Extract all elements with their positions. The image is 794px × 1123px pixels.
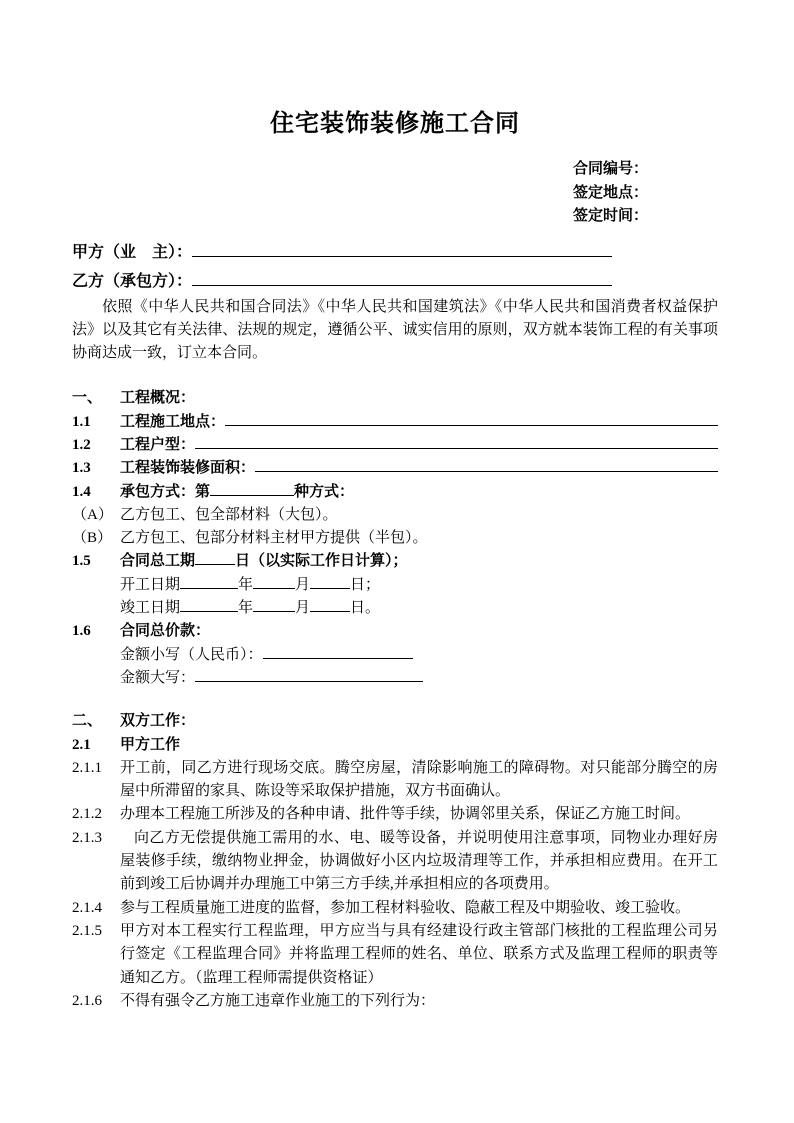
parties-block	[72, 238, 718, 296]
start-date-row	[72, 574, 718, 597]
item-1-2-number: 1.2	[72, 436, 91, 453]
clause-2-1-6	[72, 990, 718, 1013]
item-1-3-blank-line	[255, 458, 718, 472]
end-date-year-blank	[180, 598, 238, 612]
start-date-year-blank	[180, 575, 238, 589]
option-a-text: 乙方包工、包全部材料（大包）。	[120, 506, 338, 523]
clause-2-1-1-text: 开工前，同乙方进行现场交底。腾空房屋，清除影响施工的障碍物。对只能部分腾空的房屋中所滞留的家具、陈设等采取保护措施，双方书面确认。	[120, 759, 718, 800]
party-b-blank-line	[192, 272, 612, 286]
contract-no-label: 合同编号：	[573, 161, 649, 177]
end-date-day-blank	[310, 598, 350, 612]
clause-2-1-3	[72, 827, 718, 897]
item-1-2-label: 工程户型：	[120, 436, 196, 453]
amount-lower-blank-line	[263, 645, 413, 659]
start-date-day-label: 日；	[350, 576, 381, 593]
start-date-year-label: 年	[238, 576, 254, 593]
end-date-day-label: 日。	[350, 600, 381, 617]
sign-time-label: 签定时间：	[573, 208, 649, 224]
clause-2-1-5-number: 2.1.5	[72, 922, 102, 939]
party-a-row	[72, 238, 718, 267]
subsection-2-1-title: 甲方工作	[120, 736, 181, 753]
end-date-row	[72, 597, 718, 620]
section1-title: 工程概况：	[120, 390, 196, 407]
option-a-marker: （A）	[72, 506, 113, 523]
subsection-2-1-row	[72, 734, 718, 757]
section2-number: 二、	[72, 713, 103, 730]
item-1-2-row	[72, 434, 718, 457]
item-1-2-blank-line	[195, 435, 718, 449]
amount-upper-label: 金额大写：	[120, 669, 196, 686]
item-1-6-row	[72, 620, 718, 643]
clause-2-1-6-number: 2.1.6	[72, 992, 102, 1009]
item-1-3-row	[72, 457, 718, 480]
clause-2-1-1	[72, 757, 718, 804]
option-b-text: 乙方包工、包部分材料主材甲方提供（半包）。	[120, 530, 428, 547]
document-title: 住宅装饰装修施工合同	[270, 111, 520, 137]
amount-upper-blank-line	[195, 668, 423, 682]
item-1-1-row	[72, 411, 718, 434]
clause-2-1-5	[72, 920, 718, 990]
item-1-5-label-post: 日（以实际工作日计算）；	[235, 553, 408, 570]
contract-meta-block	[573, 158, 718, 229]
clause-2-1-4-number: 2.1.4	[72, 899, 102, 916]
clause-2-1-4-text: 参与工程质量施工进度的监督，参加工程材料验收、隐蔽工程及中期验收、竣工验收。	[120, 899, 691, 916]
option-b-row	[72, 527, 718, 550]
option-a-row	[72, 504, 718, 527]
sign-place-label: 签定地点：	[573, 184, 649, 201]
party-a-blank-line	[192, 243, 612, 257]
item-1-5-row	[72, 550, 718, 573]
item-1-6-number: 1.6	[72, 623, 91, 640]
start-date-month-label: 月	[295, 576, 311, 593]
subsection-2-1-number: 2.1	[72, 736, 91, 753]
party-a-label: 甲方（业 主）：	[72, 243, 193, 261]
party-b-label: 乙方（承包方）：	[72, 272, 193, 290]
item-1-3-label: 工程装饰装修面积：	[120, 460, 256, 477]
start-date-month-blank	[253, 575, 295, 589]
item-1-1-label: 工程施工地点：	[120, 413, 226, 430]
clause-2-1-3-number: 2.1.3	[72, 829, 102, 846]
item-1-4-blank-line	[210, 482, 294, 496]
item-1-4-label-pre: 承包方式：第	[120, 483, 211, 500]
section2-heading	[72, 710, 718, 733]
amount-lower-row	[72, 644, 718, 667]
clause-2-1-1-number: 2.1.1	[72, 759, 102, 776]
option-b-marker: （B）	[72, 530, 113, 547]
item-1-4-label-post: 种方式：	[294, 483, 355, 500]
item-1-3-number: 1.3	[72, 460, 91, 477]
item-1-5-number: 1.5	[72, 553, 91, 570]
item-1-5-label-pre: 合同总工期	[120, 553, 196, 570]
clause-2-1-2-text: 办理本工程施工所涉及的各种申请、批件等手续，协调邻里关系，保证乙方施工时间。	[120, 806, 691, 823]
item-1-4-row	[72, 481, 718, 504]
end-date-month-label: 月	[295, 600, 311, 617]
amount-upper-row	[72, 667, 718, 690]
clause-2-1-4	[72, 897, 718, 920]
amount-lower-label: 金额小写（人民币）：	[120, 646, 263, 663]
clause-2-1-2	[72, 803, 718, 826]
item-1-4-number: 1.4	[72, 483, 91, 500]
start-date-label: 开工日期	[120, 576, 181, 593]
intro-paragraph: 依照《中华人民共和国合同法》《中华人民共和国建筑法》《中华人民共和国消费者权益保护法》以及其它有关法律、法规的规定，遵循公平、诚实信用的原则，双方就本装饰工程的有关事项协商达成一致，订立本合同。	[72, 298, 718, 362]
clause-2-1-5-text: 甲方对本工程实行工程监理，甲方应当与具有经建设行政主管部门核批的工程监理公司另行签定《工程监理合同》并将监理工程师的姓名、单位、联系方式及监理工程师的职责等通知乙方。（监理工程师需提供资格证）	[120, 922, 718, 986]
item-1-6-label: 合同总价款：	[120, 623, 211, 640]
end-date-year-label: 年	[238, 600, 254, 617]
item-1-1-blank-line	[225, 412, 718, 426]
end-date-label: 竣工日期	[120, 600, 181, 617]
party-b-row	[72, 267, 718, 296]
end-date-month-blank	[253, 598, 295, 612]
clause-2-1-3-text: 向乙方无偿提供施工需用的水、电、暖等设备，并说明使用注意事项，同物业办理好房屋装修手续，缴纳物业押金，协调做好小区内垃圾清理等工作，并承担相应费用。在开工前到竣工后协调并办理施工中第三方手续,并承担相应的各项费用。	[120, 829, 718, 893]
clause-2-1-6-text: 不得有强令乙方施工违章作业施工的下列行为：	[120, 992, 436, 1009]
item-1-5-blank-line	[195, 551, 235, 565]
start-date-day-blank	[310, 575, 350, 589]
section2-title: 双方工作：	[120, 713, 196, 730]
clause-2-1-2-number: 2.1.2	[72, 806, 102, 823]
section1-number: 一、	[72, 390, 103, 407]
section1-heading	[72, 387, 718, 410]
item-1-1-number: 1.1	[72, 413, 91, 430]
